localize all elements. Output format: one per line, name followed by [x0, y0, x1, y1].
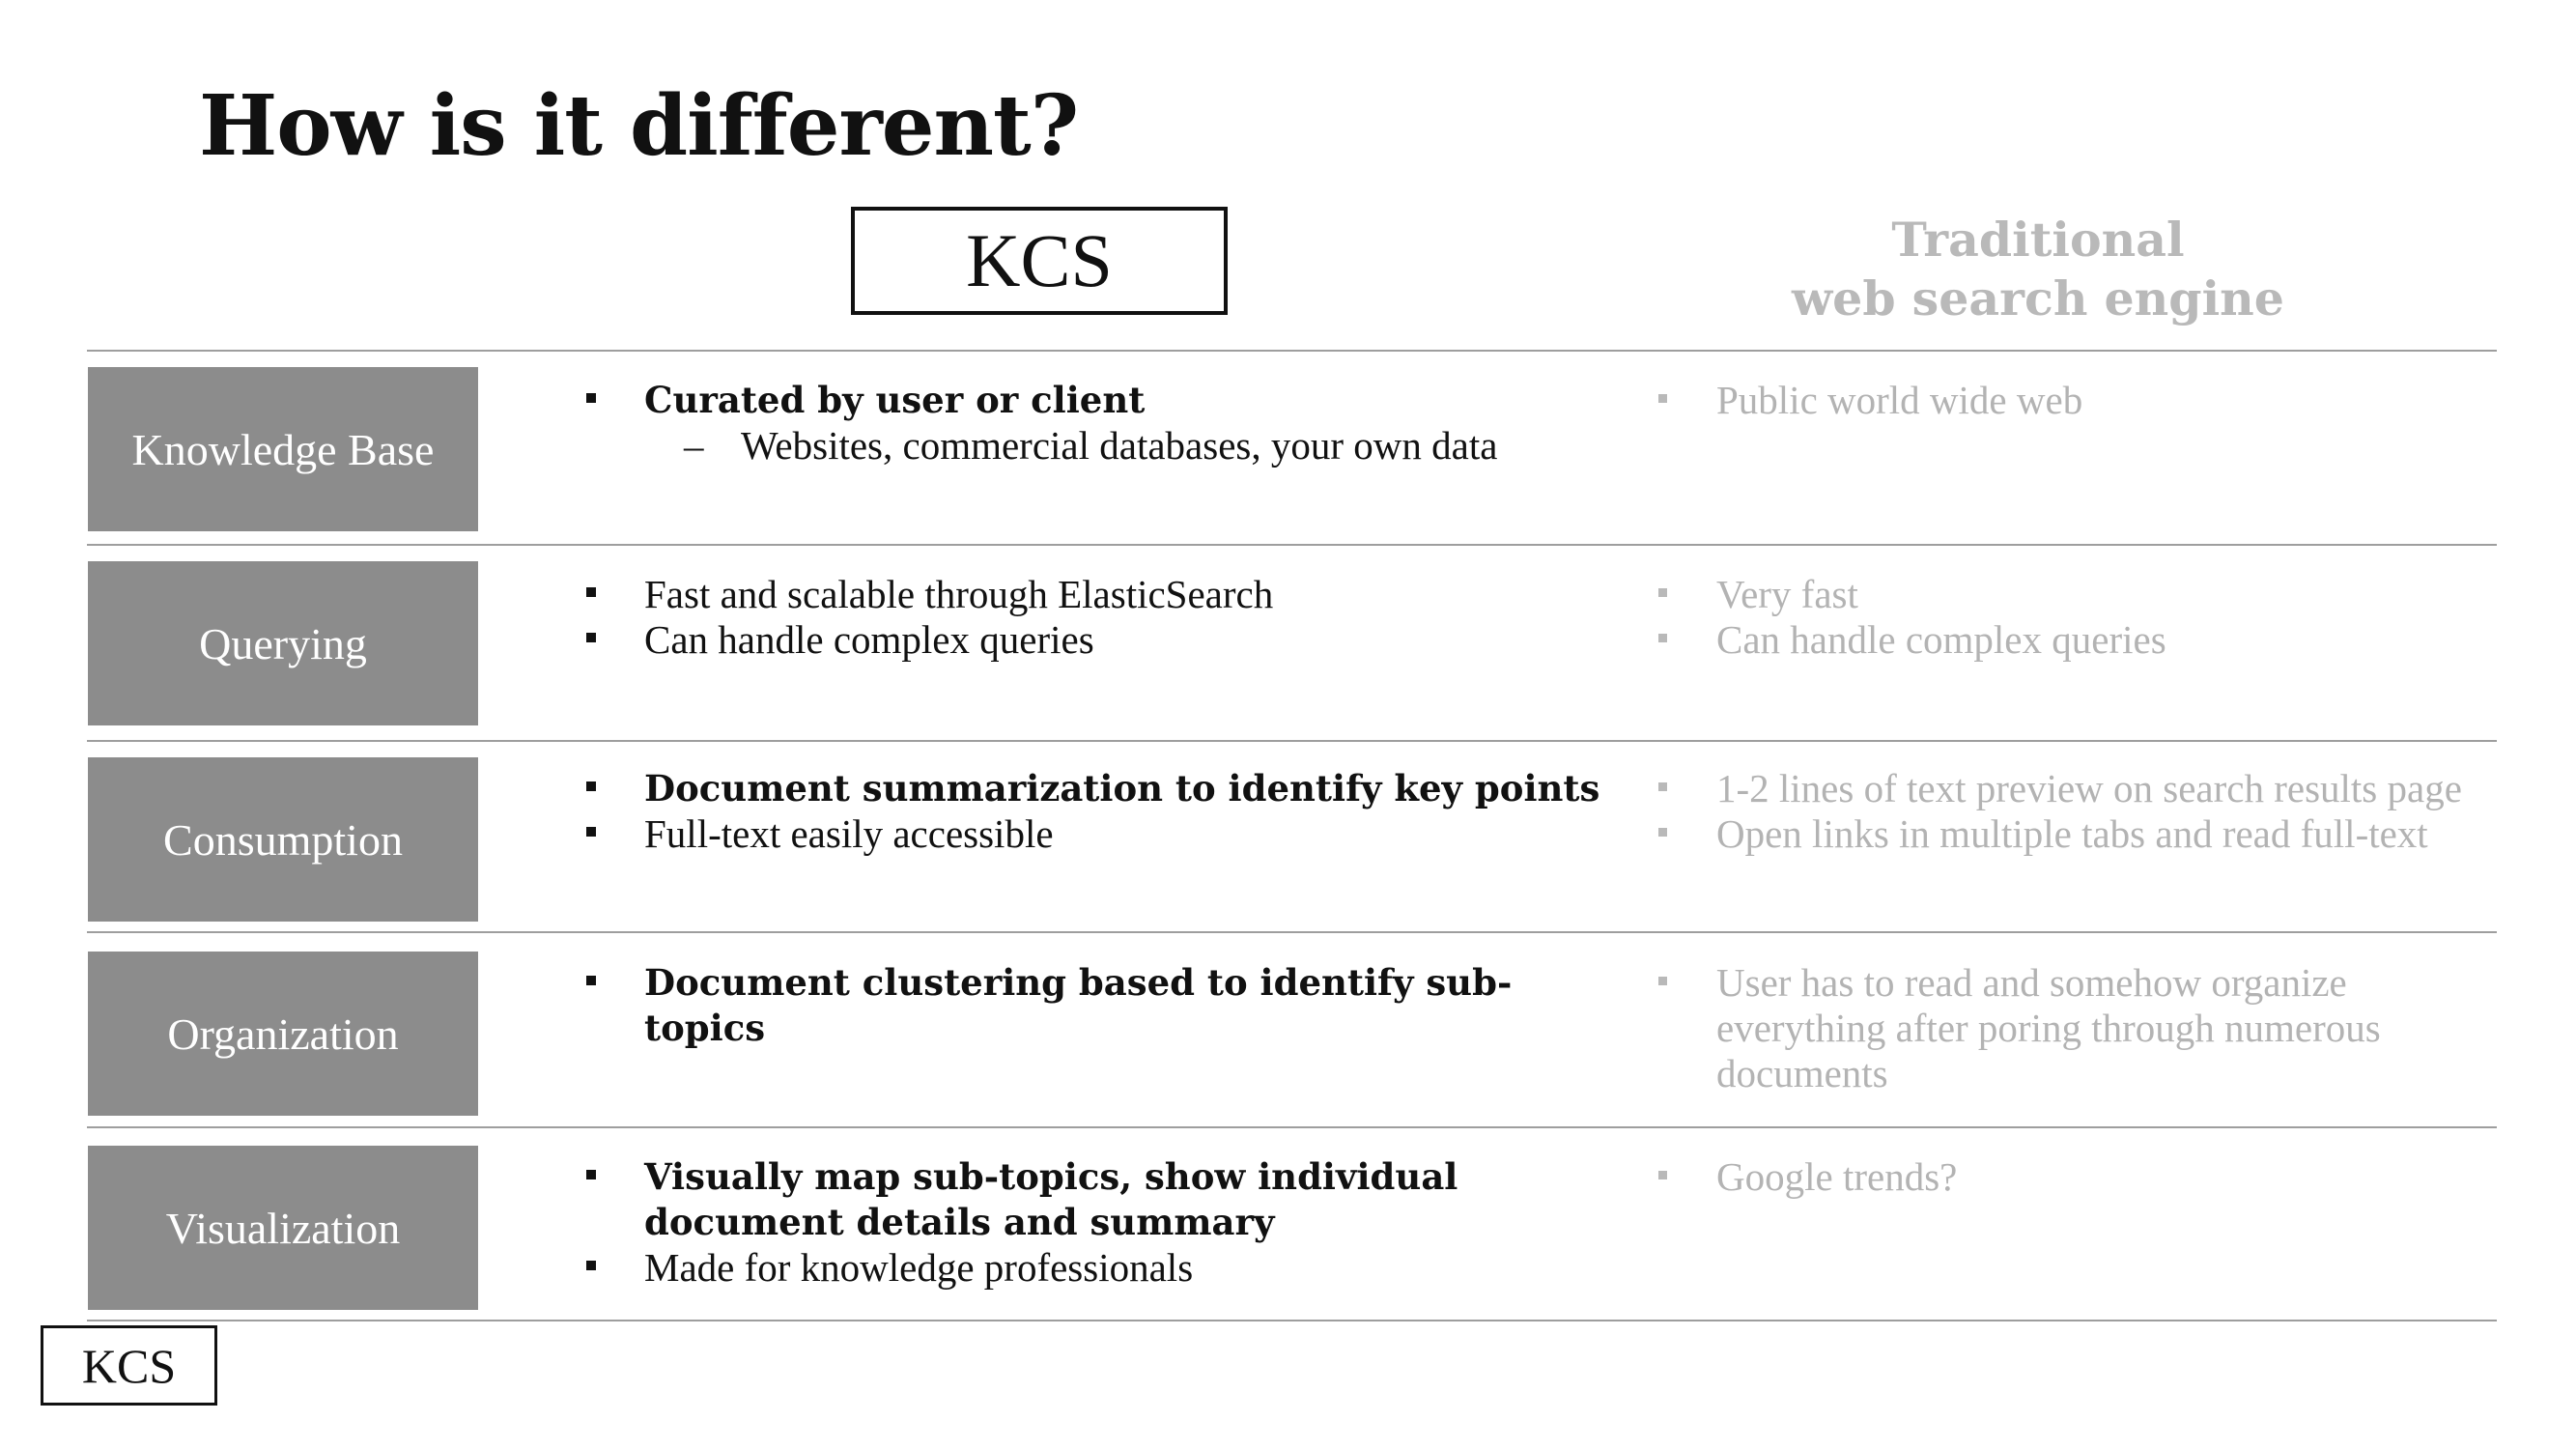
row-label-text: Knowledge Base [131, 424, 435, 474]
row-divider [87, 931, 2497, 933]
bullet-text: Google trends? [1716, 1154, 1958, 1199]
kcs-cell-knowledge-base [580, 378, 1603, 469]
row-label-text: Organization [167, 1009, 399, 1059]
sub-bullet-item [580, 423, 1603, 469]
kcs-cell-organization [580, 960, 1603, 1051]
square-bullet-icon [1658, 634, 1667, 642]
kcs-cell-consumption [580, 766, 1603, 857]
bullet-item [580, 766, 1603, 811]
kcs-column-header-label: KCS [966, 218, 1113, 302]
bullet-text: Visually map sub-topics, show individual document details and summary [644, 1155, 1458, 1243]
row-divider [87, 350, 2497, 352]
bullet-text: Document clustering based to identify sub-topics [644, 961, 1513, 1049]
bullet-item [1652, 378, 2502, 423]
traditional-cell-organization [1652, 960, 2453, 1096]
bullet-text: Made for knowledge professionals [644, 1245, 1194, 1290]
square-bullet-icon [1658, 394, 1667, 403]
bullet-text: Document summarization to identify key points [644, 767, 1600, 810]
bullet-text: 1-2 lines of text preview on search results page [1716, 766, 2462, 810]
bullet-item [580, 572, 1603, 617]
square-bullet-icon [1658, 588, 1667, 597]
row-label-visualization [88, 1146, 478, 1310]
dash-bullet-icon: – [684, 423, 704, 468]
bullet-item [1652, 960, 2453, 1096]
bullet-item [580, 378, 1603, 423]
row-divider [87, 1126, 2497, 1128]
row-label-text: Visualization [165, 1203, 401, 1253]
kcs-footer-logo-text: KCS [81, 1338, 177, 1393]
bullet-text: Curated by user or client [644, 379, 1146, 421]
kcs-column-header [851, 207, 1228, 315]
kcs-cell-querying [580, 572, 1603, 663]
row-label-knowledge-base [88, 367, 478, 531]
traditional-cell-visualization [1652, 1154, 2502, 1200]
bullet-item [580, 1245, 1507, 1291]
traditional-header-line2: web search engine [1791, 270, 2284, 327]
square-bullet-icon [586, 1170, 596, 1179]
square-bullet-icon [1658, 1171, 1667, 1179]
row-divider [87, 544, 2497, 546]
square-bullet-icon [1658, 977, 1667, 985]
row-label-organization [88, 952, 478, 1116]
bullet-item [1652, 617, 2502, 663]
square-bullet-icon [586, 393, 596, 403]
bullet-text: Very fast [1716, 572, 1858, 616]
bullet-text: Open links in multiple tabs and read full-text [1716, 811, 2428, 856]
square-bullet-icon [586, 976, 596, 985]
row-label-text: Consumption [163, 814, 403, 865]
bullet-text: Public world wide web [1716, 378, 2083, 422]
square-bullet-icon [1658, 782, 1667, 791]
row-label-consumption [88, 757, 478, 922]
page-title: How is it different? [199, 77, 1079, 175]
kcs-cell-visualization [580, 1154, 1507, 1291]
bullet-text: Can handle complex queries [644, 617, 1094, 662]
square-bullet-icon [586, 827, 596, 837]
traditional-column-header [1758, 211, 2318, 328]
square-bullet-icon [586, 781, 596, 791]
bullet-item [1652, 766, 2502, 811]
row-label-text: Querying [199, 618, 367, 668]
square-bullet-icon [586, 587, 596, 597]
bullet-text: Fast and scalable through ElasticSearch [644, 572, 1274, 616]
bullet-text: User has to read and somehow organize everything after poring through numerous documents [1716, 960, 2381, 1095]
traditional-header-line1: Traditional [1891, 212, 2185, 268]
traditional-cell-querying [1652, 572, 2502, 663]
square-bullet-icon [1658, 828, 1667, 837]
row-label-querying [88, 561, 478, 725]
traditional-cell-consumption [1652, 766, 2502, 857]
bullet-item [580, 811, 1603, 857]
bullet-item [580, 960, 1603, 1051]
bullet-item [580, 1154, 1507, 1245]
row-divider [87, 740, 2497, 742]
kcs-footer-logo [41, 1325, 217, 1406]
square-bullet-icon [586, 633, 596, 642]
bullet-text: Full-text easily accessible [644, 811, 1054, 856]
bullet-item [1652, 1154, 2502, 1200]
traditional-cell-knowledge-base [1652, 378, 2502, 423]
square-bullet-icon [586, 1261, 596, 1270]
bullet-item [1652, 811, 2502, 857]
row-divider [87, 1320, 2497, 1321]
bullet-item [580, 617, 1603, 663]
sub-bullet-text: Websites, commercial databases, your own data [741, 423, 1498, 468]
bullet-item [1652, 572, 2502, 617]
bullet-text: Can handle complex queries [1716, 617, 2166, 662]
